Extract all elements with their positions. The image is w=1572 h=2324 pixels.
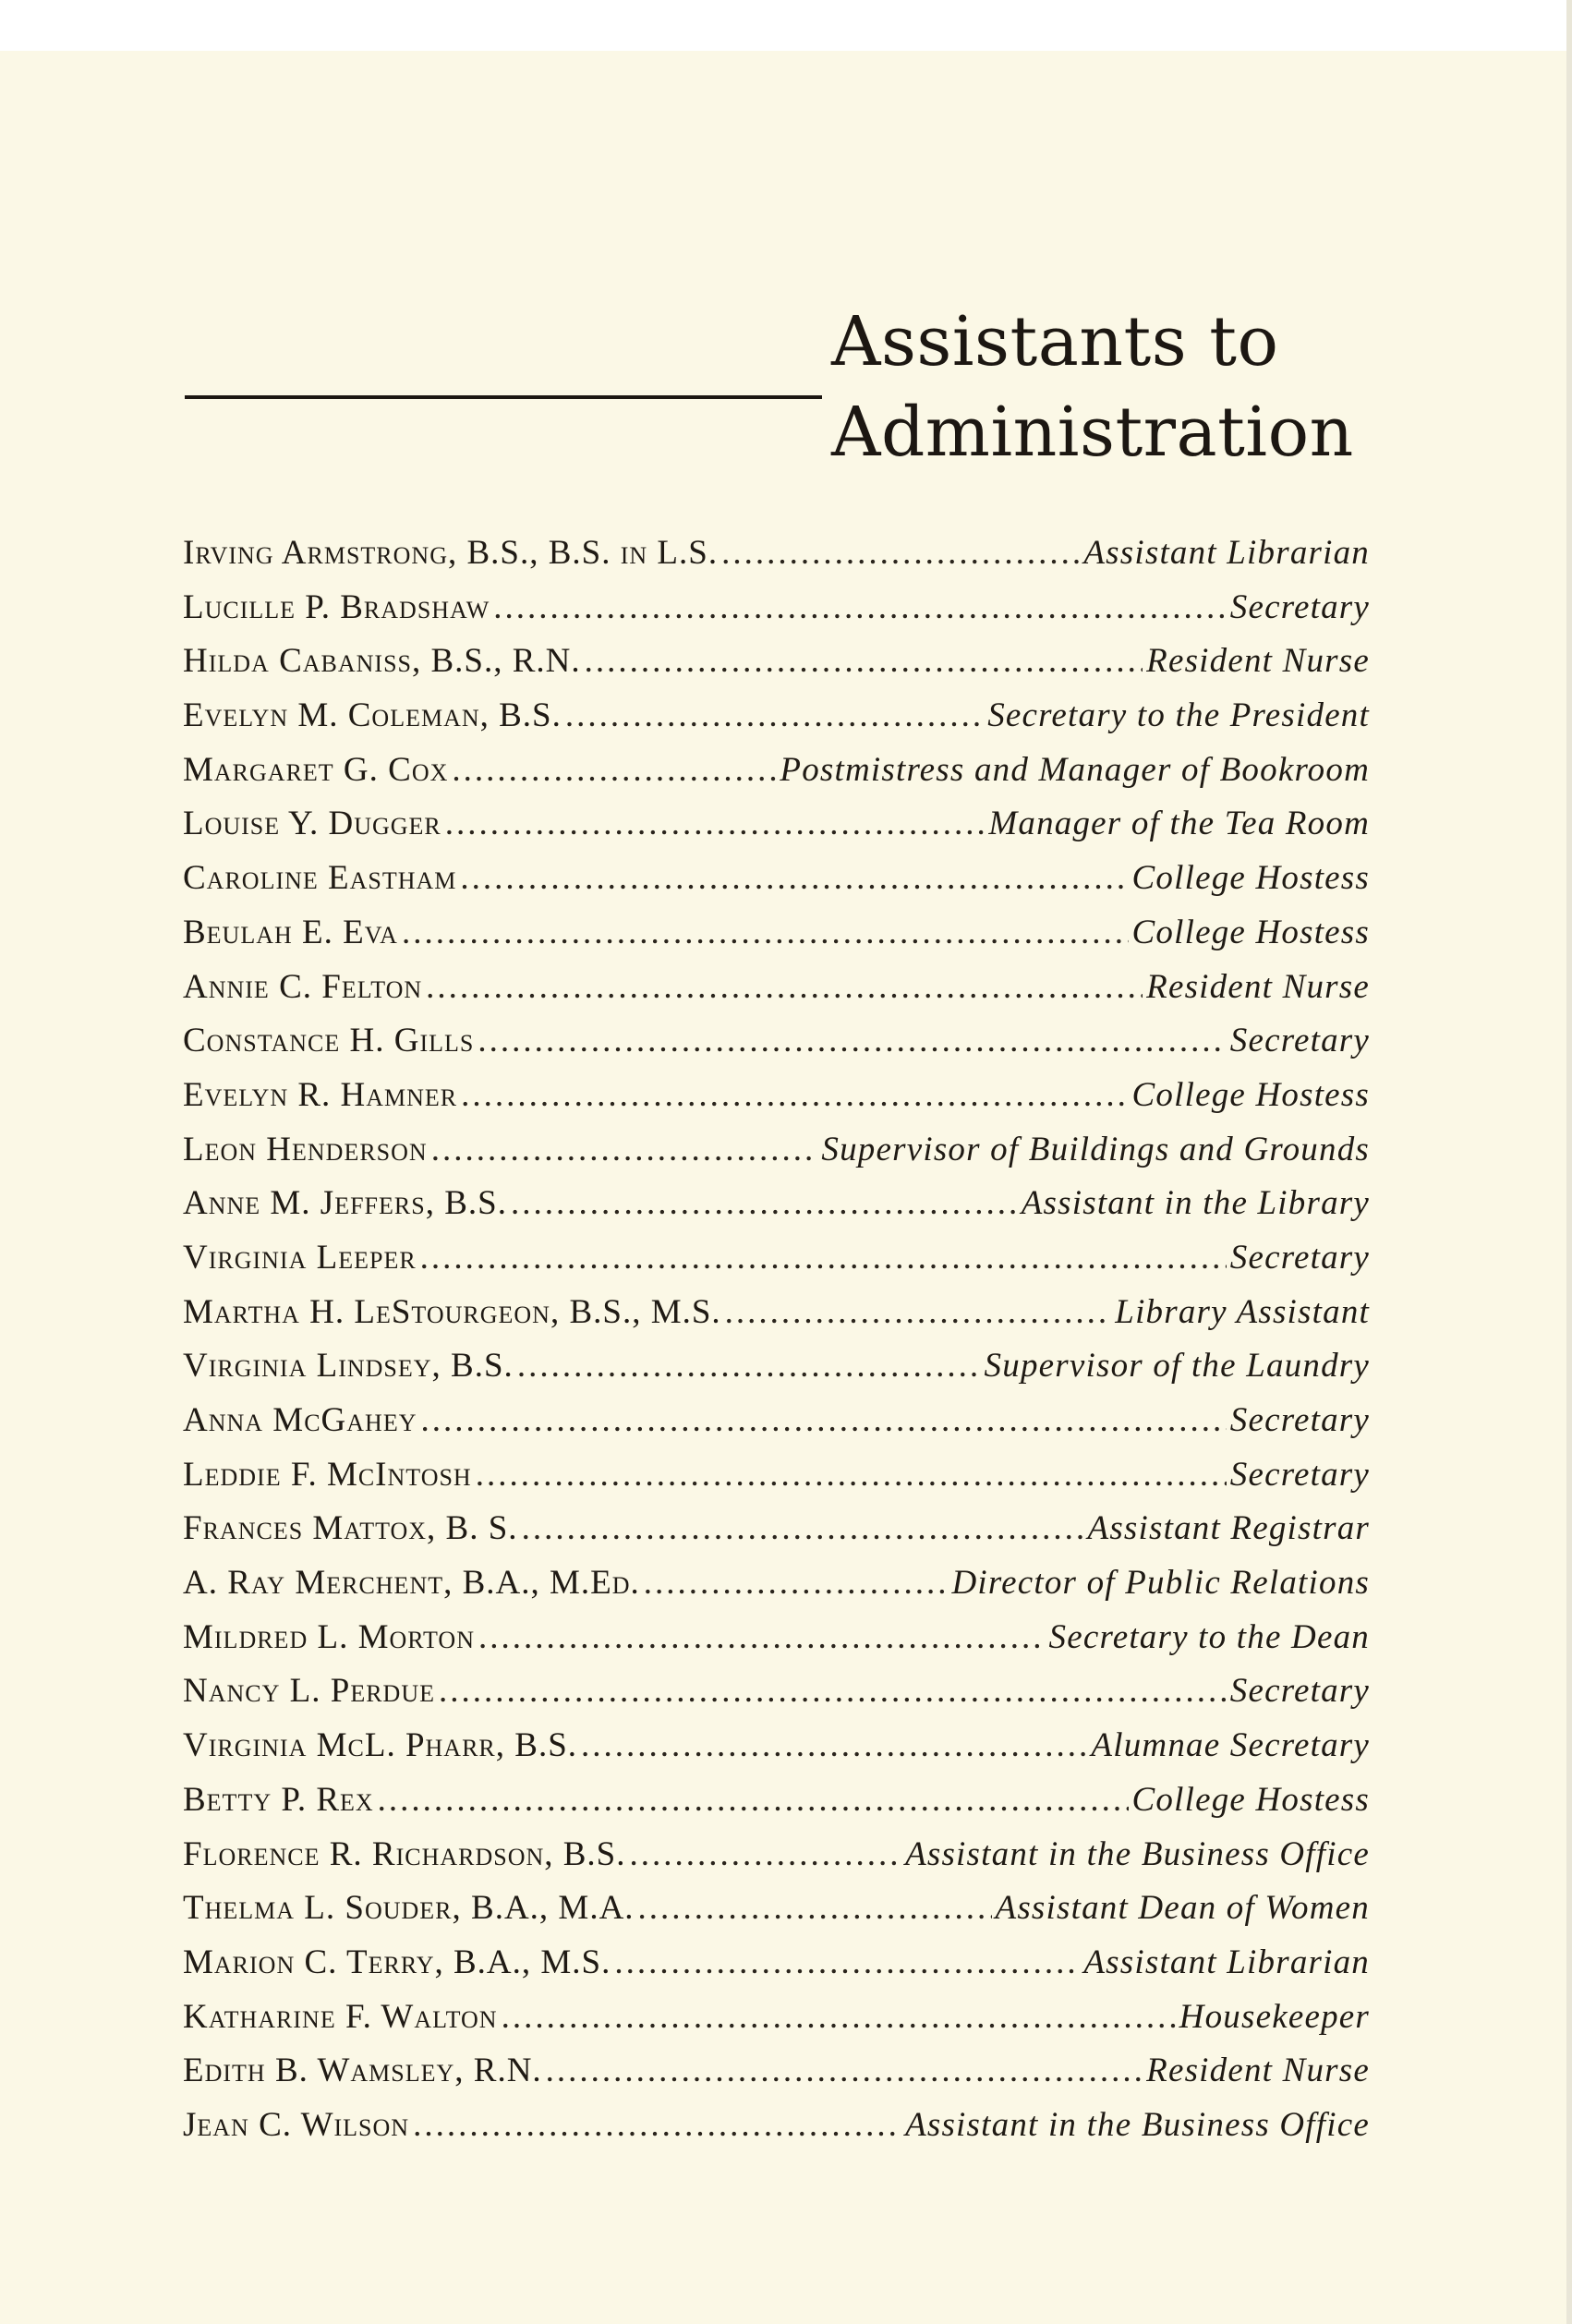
- staff-name: Caroline Eastham: [183, 859, 457, 898]
- roster-entry: [183, 961, 1370, 1015]
- roster-entry: [183, 635, 1370, 689]
- staff-name: Nancy L. Perdue: [183, 1672, 435, 1711]
- roster-entry: [183, 1991, 1370, 2045]
- staff-name: A. Ray Merchent, B.A., M.Ed.: [183, 1564, 640, 1603]
- dot-leader: [511, 1177, 1018, 1230]
- staff-name: Virginia McL. Pharr, B.S.: [183, 1726, 578, 1765]
- staff-name: Evelyn M. Coleman, B.S.: [183, 696, 562, 735]
- staff-name: Jean C. Wilson: [183, 2105, 410, 2144]
- roster-entry: [183, 1231, 1370, 1286]
- staff-role: Assistant in the Business Office: [905, 2105, 1370, 2144]
- roster-entry: [183, 1664, 1370, 1719]
- staff-name: Martha H. LeStourgeon, B.S., M.S.: [183, 1292, 721, 1331]
- staff-role: Assistant Dean of Women: [995, 1889, 1370, 1928]
- staff-role: Assistant Librarian: [1083, 534, 1370, 572]
- roster-entry: [183, 744, 1370, 798]
- dot-leader: [413, 2099, 901, 2152]
- staff-role: Library Assistant: [1115, 1292, 1370, 1331]
- dot-leader: [585, 635, 1143, 688]
- staff-role: Secretary: [1229, 1022, 1370, 1060]
- staff-name: Thelma L. Souder, B.A., M.A.: [183, 1889, 635, 1928]
- roster-entry: [183, 1828, 1370, 1882]
- staff-name: Evelyn R. Hamner: [183, 1075, 458, 1114]
- staff-role: Manager of the Tea Room: [988, 805, 1370, 843]
- staff-role: Secretary: [1229, 1238, 1370, 1277]
- heading-line-2: Administration: [831, 393, 1354, 472]
- staff-role: College Hostess: [1131, 913, 1370, 951]
- staff-role: Secretary: [1229, 1672, 1370, 1711]
- heading-rule: [185, 395, 822, 399]
- staff-name: Anne M. Jeffers, B.S.: [183, 1184, 507, 1223]
- roster-entry: [183, 1882, 1370, 1936]
- staff-name: Beulah E. Eva: [183, 913, 398, 951]
- staff-name: Leddie F. McIntosh: [183, 1455, 472, 1494]
- staff-name: Marion C. Terry, B.A., M.S.: [183, 1943, 611, 1981]
- staff-role: Resident Nurse: [1146, 642, 1370, 681]
- staff-role: College Hostess: [1131, 859, 1370, 898]
- staff-role: Secretary to the President: [987, 696, 1370, 735]
- roster-entry: [183, 852, 1370, 906]
- staff-role: Postmistress and Manager of Bookroom: [780, 750, 1370, 789]
- staff-role: Supervisor of Buildings and Grounds: [821, 1130, 1370, 1168]
- dot-leader: [452, 744, 776, 797]
- dot-leader: [493, 581, 1227, 635]
- staff-role: Resident Nurse: [1146, 967, 1370, 1006]
- roster-entry: [183, 797, 1370, 852]
- dot-leader: [460, 852, 1128, 905]
- roster-entry: [183, 1123, 1370, 1178]
- staff-name: Hilda Cabaniss, B.S., R.N.: [183, 642, 581, 681]
- staff-name: Annie C. Felton: [183, 967, 423, 1006]
- roster-entry: [183, 1502, 1370, 1556]
- staff-name: Mildred L. Morton: [183, 1617, 475, 1656]
- dot-leader: [431, 1123, 818, 1177]
- dot-leader: [546, 2044, 1143, 2098]
- staff-role: Alumnae Secretary: [1091, 1726, 1370, 1765]
- roster-entry: [183, 1339, 1370, 1394]
- dot-leader: [725, 1286, 1112, 1339]
- roster-entry: [183, 1069, 1370, 1123]
- staff-name: Florence R. Richardson, B.S.: [183, 1834, 626, 1873]
- roster-entry: [183, 1936, 1370, 1991]
- staff-name: Louise Y. Dugger: [183, 805, 441, 843]
- roster-entry: [183, 527, 1370, 581]
- staff-name: Katharine F. Walton: [183, 1997, 498, 2036]
- roster-entry: [183, 1556, 1370, 1611]
- staff-name: Anna McGahey: [183, 1401, 417, 1439]
- staff-role: Assistant Registrar: [1087, 1509, 1370, 1548]
- page-heading: [831, 302, 1404, 472]
- staff-role: College Hostess: [1131, 1780, 1370, 1819]
- dot-leader: [517, 1339, 981, 1393]
- staff-name: Leon Henderson: [183, 1130, 428, 1168]
- staff-roster: [183, 527, 1370, 2153]
- roster-entry: [183, 1286, 1370, 1340]
- dot-leader: [502, 1991, 1176, 2044]
- dot-leader: [378, 1773, 1129, 1827]
- dot-leader: [565, 689, 984, 743]
- staff-role: Director of Public Relations: [951, 1564, 1370, 1603]
- roster-entry: [183, 689, 1370, 744]
- dot-leader: [461, 1069, 1128, 1122]
- roster-entry: [183, 1014, 1370, 1069]
- staff-role: Housekeeper: [1179, 1997, 1370, 2036]
- staff-name: Betty P. Rex: [183, 1780, 374, 1819]
- roster-entry: [183, 1177, 1370, 1231]
- staff-name: Constance H. Gills: [183, 1022, 475, 1060]
- staff-name: Irving Armstrong, B.S., B.S. in L.S.: [183, 534, 719, 572]
- dot-leader: [402, 906, 1129, 960]
- roster-entry: [183, 2099, 1370, 2153]
- dot-leader: [638, 1882, 992, 1935]
- page-edge: [1566, 0, 1572, 2324]
- staff-role: Supervisor of the Laundry: [984, 1347, 1370, 1386]
- staff-name: Edith B. Wamsley, R.N.: [183, 2052, 542, 2090]
- dot-leader: [644, 1556, 949, 1610]
- staff-name: Margaret G. Cox: [183, 750, 449, 789]
- roster-entry: [183, 1719, 1370, 1773]
- dot-leader: [721, 527, 1080, 580]
- roster-entry: [183, 1394, 1370, 1448]
- dot-leader: [630, 1828, 902, 1882]
- staff-role: Secretary: [1229, 1401, 1370, 1439]
- roster-entry: [183, 581, 1370, 635]
- dot-leader: [420, 1231, 1227, 1285]
- staff-role: College Hostess: [1131, 1075, 1370, 1114]
- staff-name: Lucille P. Bradshaw: [183, 587, 490, 626]
- dot-leader: [426, 961, 1143, 1014]
- roster-entry: [183, 2044, 1370, 2099]
- staff-name: Frances Mattox, B. S.: [183, 1509, 518, 1548]
- staff-role: Assistant in the Library: [1021, 1184, 1370, 1223]
- staff-role: Resident Nurse: [1146, 2052, 1370, 2090]
- staff-role: Secretary: [1229, 587, 1370, 626]
- heading-line-1: Assistants to: [831, 302, 1279, 381]
- roster-entry: [183, 1611, 1370, 1665]
- staff-name: Virginia Leeper: [183, 1238, 417, 1277]
- dot-leader: [439, 1664, 1227, 1718]
- staff-role: Secretary: [1229, 1455, 1370, 1494]
- roster-entry: [183, 906, 1370, 961]
- dot-leader: [476, 1448, 1227, 1502]
- staff-role: Assistant Librarian: [1083, 1943, 1370, 1981]
- dot-leader: [478, 1611, 1046, 1664]
- staff-role: Secretary to the Dean: [1048, 1617, 1370, 1656]
- dot-leader: [614, 1936, 1080, 1990]
- dot-leader: [420, 1394, 1226, 1447]
- staff-role: Assistant in the Business Office: [905, 1834, 1370, 1873]
- roster-entry: [183, 1448, 1370, 1503]
- roster-entry: [183, 1773, 1370, 1828]
- dot-leader: [478, 1014, 1226, 1068]
- staff-name: Virginia Lindsey, B.S.: [183, 1347, 514, 1386]
- dot-leader: [522, 1502, 1084, 1555]
- dot-leader: [445, 797, 986, 851]
- dot-leader: [581, 1719, 1087, 1773]
